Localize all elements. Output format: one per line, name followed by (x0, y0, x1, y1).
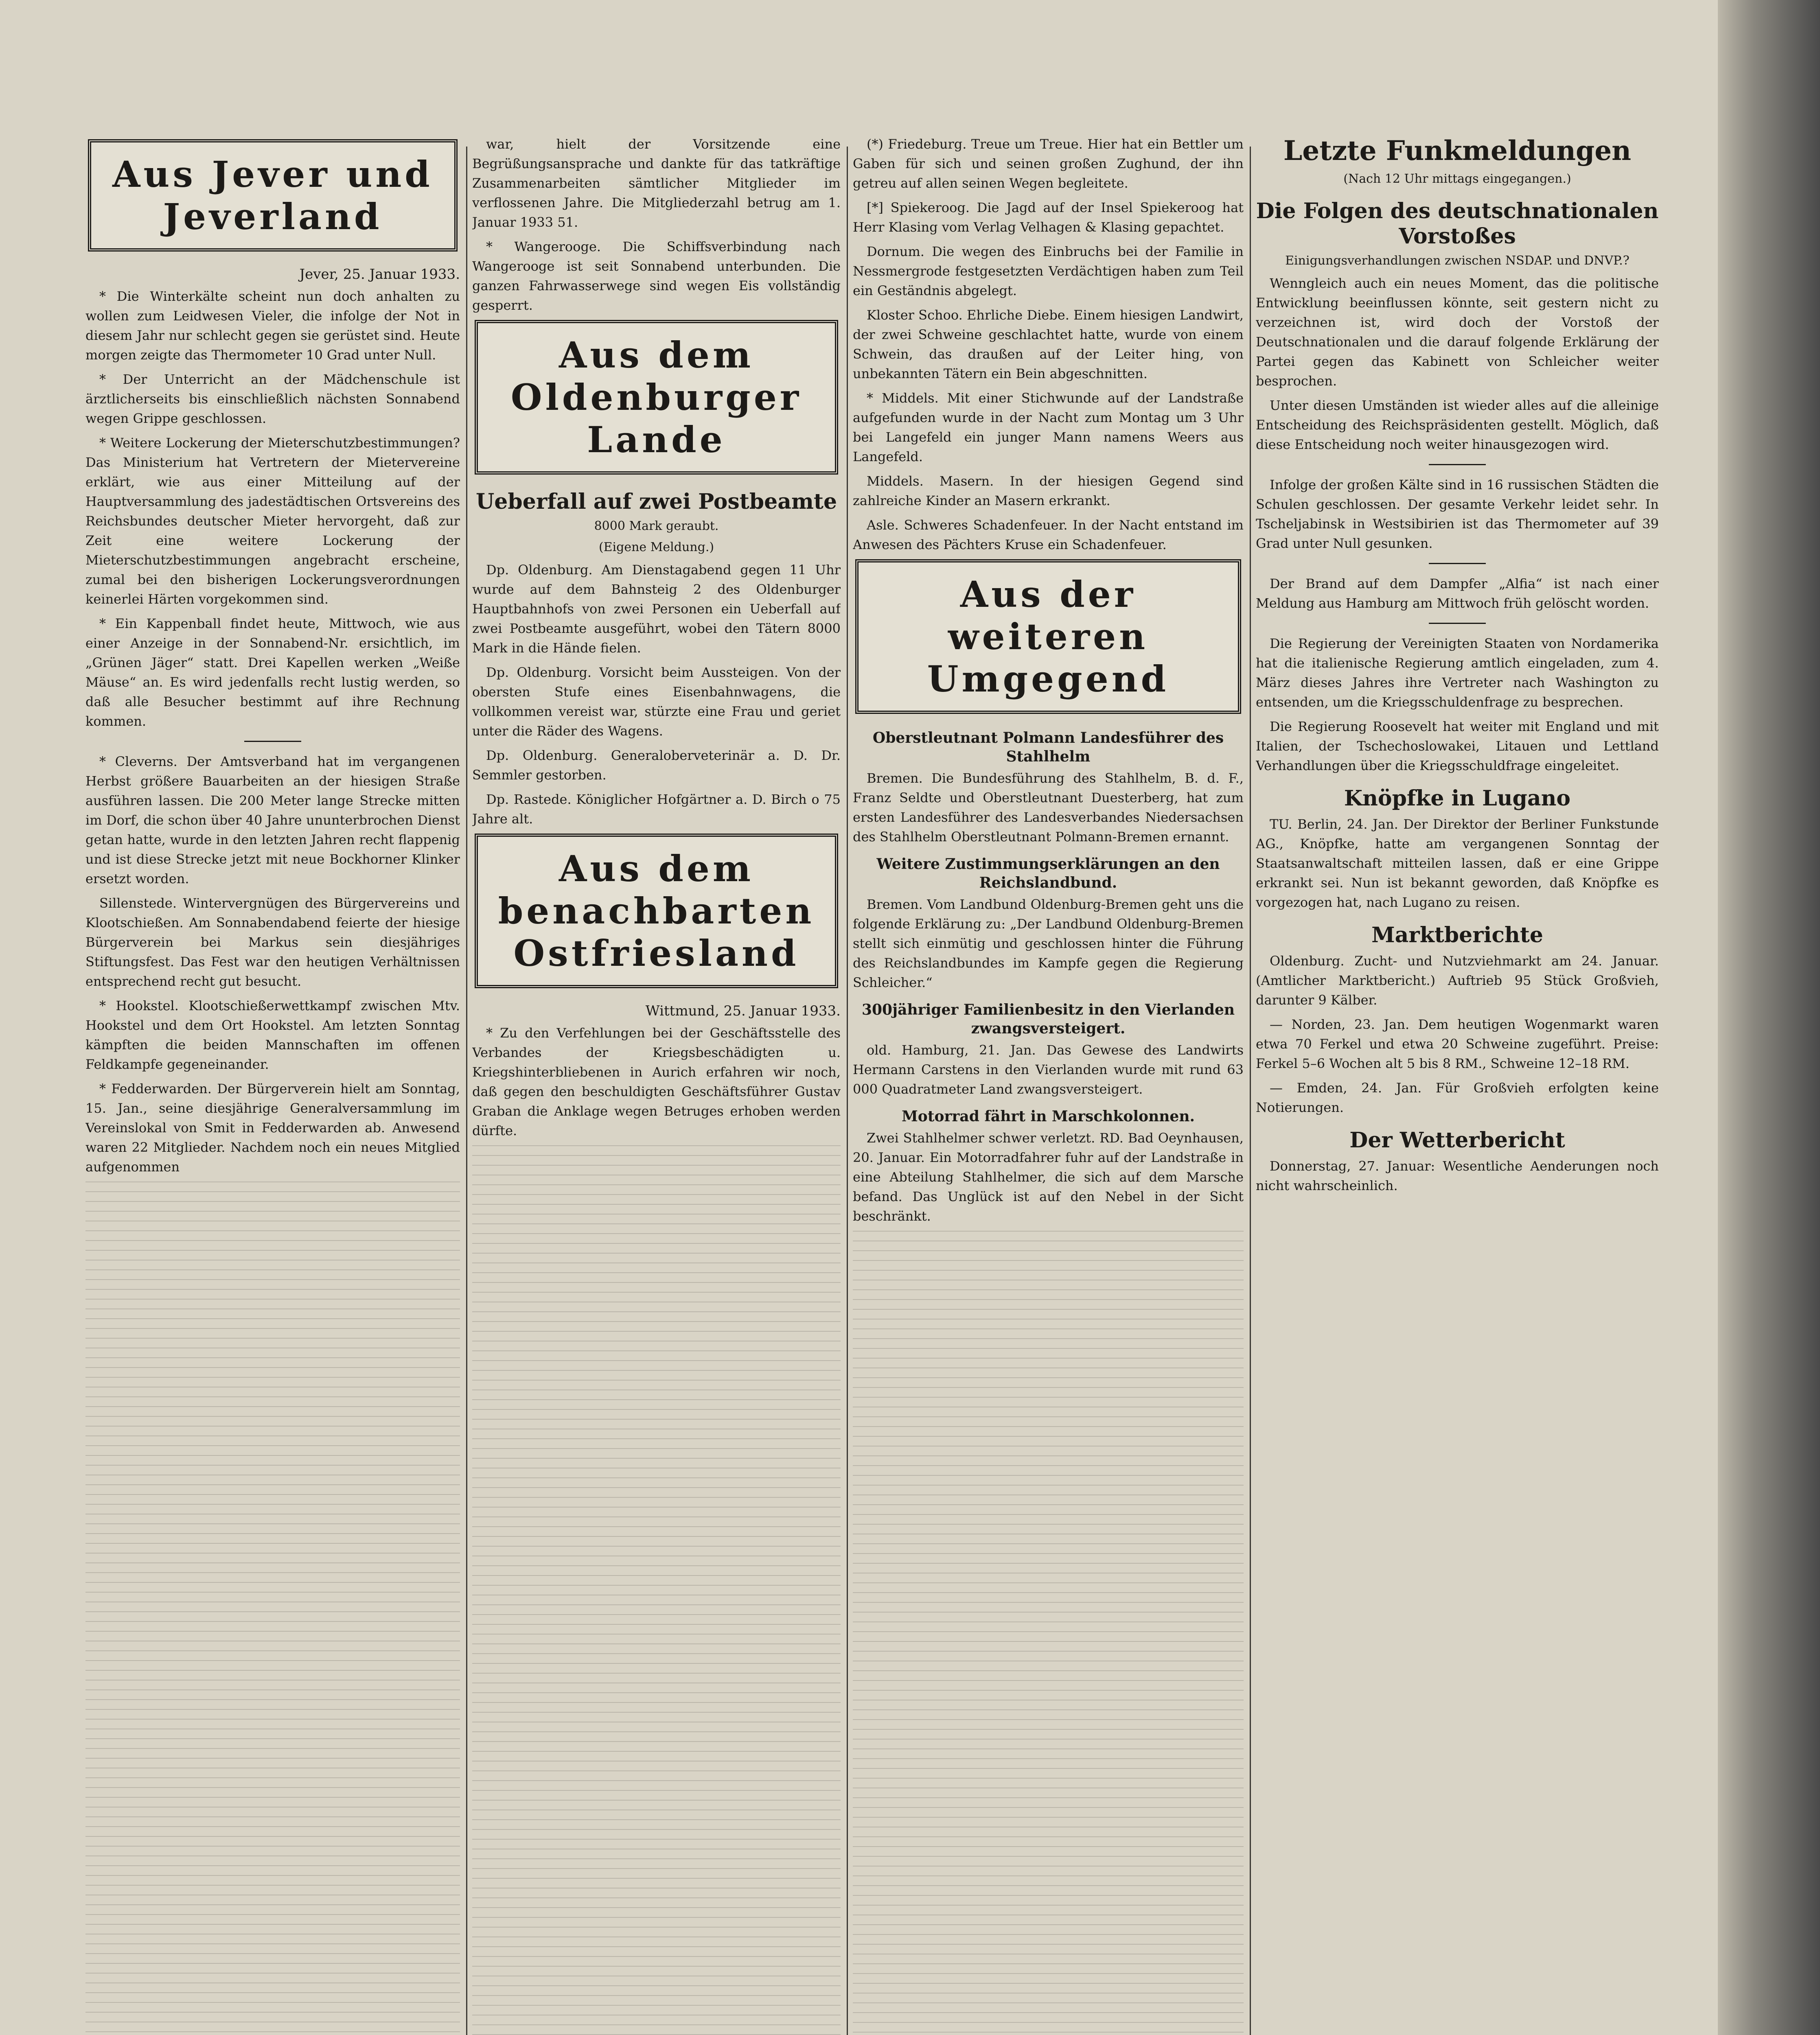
article-paragraph: * Ein Kappenball findet heute, Mittwoch, wie aus einer Anzeige in der Sonnabend-Nr. ersichtlich, im „Grünen Jäger“ statt. Drei Kapellen werken „Weiße Mäuse“ an. Es wird jedenfalls recht lustig werden, so daß alle Besucher bestimmt auf ihre Rechnung kommen. (85, 616, 460, 729)
column-rule (466, 147, 467, 2035)
column-rule (847, 147, 848, 2035)
section-title: Aus dem benachbarten Ostfriesland (498, 847, 815, 974)
article-paragraph: Die Regierung Roosevelt hat weiter mit England und mit Italien, der Tschechoslowakei, Litauen und Lettland Verhandlungen über die Kriegsschuldfrage eingeleitet. (1256, 719, 1659, 773)
section-box (88, 139, 458, 252)
section-title: Aus dem Oldenburger Lande (510, 334, 802, 461)
section-box (475, 320, 838, 475)
dateline: Wittmund, 25. Januar 1933. (645, 1003, 841, 1019)
masthead-sub: (Nach 12 Uhr mittags eingegangen.) (1343, 172, 1571, 186)
subhead: 8000 Mark geraubt. (594, 519, 719, 533)
column-ostfriesland (853, 134, 1244, 2035)
dateline: Jever, 25. Januar 1933. (299, 266, 460, 282)
article-paragraph: Wenngleich auch ein neues Moment, das die politische Entwicklung beeinflussen könnte, seit gestern nicht zu verzeichnen ist, wird doch der Vorstoß der Deutschnationalen und die darauf folgende Erklärung der Partei gegen das Kabinett von Schleicher weiter besprochen. (1256, 276, 1659, 389)
text-continuation (472, 1145, 841, 2035)
section-box (855, 559, 1241, 714)
article-paragraph: * Wangerooge. Die Schiffsverbindung nach Wangerooge ist seit Sonnabend unterbunden. Die ganzen Fahrwasserwege sind wegen Eis vollständig gesperrt. (472, 239, 841, 313)
column-jever (85, 134, 460, 2035)
headline: Marktberichte (1371, 923, 1543, 947)
headline: Weitere Zustimmungserklärungen an den Reichslandbund. (876, 856, 1220, 891)
article-paragraph: * Cleverns. Der Amtsverband hat im vergangenen Herbst größere Bauarbeiten an der hiesigen Straße ausführen lassen. Die 200 Meter lange Strecke mitten im Dorf, die schon über 40 Jahre ununterbrochen Dienst getan hatte, wurde in den letzten Jahren recht flappenig und ist diese Strecke jetzt mit neue Bockhorner Klinker ersetzt worden. (85, 754, 460, 886)
article-paragraph: * Zu den Verfehlungen bei der Geschäftsstelle des Verbandes der Kriegsbeschädigten u. Kriegshinterbliebenen in Aurich erfahren wir noch, daß gegen den beschuldigten Geschäftsführer Gustav Graban die Anklage wegen Betruges erhoben werden dürfte. (472, 1025, 841, 1138)
subhead: Einigungsverhandlungen zwischen NSDAP. und DNVP.? (1285, 254, 1629, 268)
article-paragraph: Unter diesen Umständen ist wieder alles auf die alleinige Entscheidung des Reichspräsidenten gestellt. Möglich, daß diese Entscheidung noch weiter hinausgezogen wird. (1256, 398, 1659, 452)
separator (1429, 623, 1486, 624)
article-paragraph: Infolge der großen Kälte sind in 16 russischen Städten die Schulen geschlossen. Der gesamte Verkehr leidet sehr. In Tscheljabinsk in Westsibirien ist das Thermometer auf 39 Grad unter Null gesunken. (1256, 477, 1659, 551)
headline: Knöpfke in Lugano (1344, 786, 1571, 811)
text-continuation (853, 1231, 1244, 2035)
article-paragraph: Bremen. Vom Landbund Oldenburg-Bremen geht uns die folgende Erklärung zu: „Der Landbund Oldenburg-Bremen stellt sich einmütig und geschlossen hinter die Führung des Reichslandbundes im Kampfe gegen die Regierung Schleicher.“ (853, 897, 1244, 990)
headline: Der Wetterbericht (1349, 1128, 1565, 1153)
headline: Ueberfall auf zwei Postbeamte (475, 489, 837, 514)
column-funkmeldungen (1256, 134, 1659, 2035)
article-paragraph: TU. Berlin, 24. Jan. Der Direktor der Berliner Funkstunde AG., Knöpfke, hatte am vergangenen Sonntag der Staatsanwaltschaft mitteilen lassen, daß er eine Grippe erkrankt sei. Nun ist bekannt geworden, daß Knöpfke es vorgezogen hat, nach Lugano zu reisen. (1256, 816, 1659, 910)
article-paragraph: Dp. Rastede. Königlicher Hofgärtner a. D. Birch o 75 Jahre alt. (472, 792, 841, 827)
separator (244, 741, 301, 742)
article-paragraph: Bremen. Die Bundesführung des Stahlhelm, B. d. F., Franz Seldte und Oberstleutnant Duesterberg, hat zum ersten Landesführer des Landesverbandes Niedersachsen des Stahlhelm Oberstleutnant Polmann-Bremen ernannt. (853, 770, 1244, 845)
article-paragraph: Dp. Oldenburg. Vorsicht beim Aussteigen. Von der obersten Stufe eines Eisenbahnwagens, die vollkommen vereist war, stürzte eine Frau und geriet unter die Räder des Wagens. (472, 665, 841, 739)
article-paragraph: * Fedderwarden. Der Bürgerverein hielt am Sonntag, 15. Jan., seine diesjährige Generalversammlung im Vereinslokal von Smit in Fedderwarden ab. Anwesend waren 22 Mitglieder. Nachdem noch ein neues Mitglied aufgenommen (85, 1081, 460, 1175)
note: (Eigene Meldung.) (598, 540, 714, 554)
article-paragraph: — Norden, 23. Jan. Dem heutigen Wogenmarkt waren etwa 70 Ferkel und etwa 20 Schweine zugeführt. Preise: Ferkel 5–6 Wochen alt 5 bis 8 RM., Schweine 12–18 RM. (1256, 1017, 1659, 1071)
article-paragraph: old. Hamburg, 21. Jan. Das Gewese des Landwirts Hermann Carstens in den Vierlanden wurde mit rund 63 000 Quadratmeter Land zwangsversteigert. (853, 1042, 1244, 1097)
text-continuation (85, 1182, 460, 2035)
article-paragraph: Kloster Schoo. Ehrliche Diebe. Einem hiesigen Landwirt, der zwei Schweine geschlachtet hatte, wurde von einem Schwein, das draußen auf der Leiter hing, von unbekannten Tätern ein Bein abgeschnitten. (853, 307, 1244, 381)
column-rule (1250, 147, 1251, 2035)
headline: Die Folgen des deutschnationalen Vorstoßes (1256, 199, 1659, 249)
article-paragraph: Asle. Schweres Schadenfeuer. In der Nacht entstand im Anwesen des Pächters Kruse ein Schadenfeuer. (853, 517, 1244, 552)
column-oldenburg (472, 134, 841, 2035)
headline: Motorrad fährt in Marschkolonnen. (901, 1108, 1195, 1125)
article-paragraph: * Die Winterkälte scheint nun doch anhalten zu wollen zum Leidwesen Vieler, die infolge der Not in diesem Jahr nur schlecht gegen sie gerüstet sind. Heute morgen zeigte das Thermometer 10 Grad unter Null. (85, 289, 460, 363)
article-paragraph: * Weitere Lockerung der Mieterschutzbestimmungen? Das Ministerium hat Vertretern der Mietervereine erklärt, wie aus einer Mitteilung auf der Hauptversammlung des jadestädtischen Ortsvereins des Reichsbundes deutscher Mieter hervorgeht, daß zur Zeit eine weitere Lockerung der Mieterschutzbestimmungen angebracht erscheine, zumal bei den bisherigen Lockerungsverordnungen keinerlei Härten vorgekommen sind. (85, 435, 460, 607)
article-paragraph: Middels. Masern. In der hiesigen Gegend sind zahlreiche Kinder an Masern erkrankt. (853, 473, 1244, 508)
article-paragraph: * Middels. Mit einer Stichwunde auf der Landstraße aufgefunden wurde in der Nacht zum Montag um 3 Uhr bei Langefeld ein junger Mann namens Weers aus Langefeld. (853, 390, 1244, 464)
article-paragraph: (*) Friedeburg. Treue um Treue. Hier hat ein Bettler um Gaben für sich und seinen großen Zughund, der ihn getreu auf allen seinen Wegen begleitete. (853, 136, 1244, 191)
headline: Oberstleutnant Polmann Landesführer des Stahlhelm (872, 729, 1224, 765)
article-paragraph: Oldenburg. Zucht- und Nutzviehmarkt am 24. Januar. (Amtlicher Marktbericht.) Auftrieb 95 Stück Großvieh, darunter 9 Kälber. (1256, 953, 1659, 1008)
article-paragraph: war, hielt der Vorsitzende eine Begrüßungsansprache und dankte für das tatkräftige Zusammenarbeiten sämtlicher Mitglieder im verflossenen Jahre. Die Mitgliederzahl betrug am 1. Januar 1933 51. (472, 136, 841, 230)
article-paragraph: Donnerstag, 27. Januar: Wesentliche Aenderungen noch nicht wahrscheinlich. (1256, 1158, 1659, 1193)
article-paragraph: [*] Spiekeroog. Die Jagd auf der Insel Spiekeroog hat Herr Klasing vom Verlag Velhagen & Klasing gepachtet. (853, 200, 1244, 235)
article-paragraph: Der Brand auf dem Dampfer „Alfia“ ist nach einer Meldung aus Hamburg am Mittwoch früh gelöscht worden. (1256, 576, 1659, 611)
article-paragraph: Dornum. Die wegen des Einbruchs bei der Familie in Nessmergrode festgesetzten Verdächtigen haben zum Teil ein Geständnis abgelegt. (853, 244, 1244, 298)
article-paragraph: * Hookstel. Klootschießerwettkampf zwischen Mtv. Hookstel und dem Ort Hookstel. Am letzten Sonntag kämpften die beiden Mannschaften im offenen Feldkampfe gegeneinander. (85, 998, 460, 1072)
page-edge (1718, 0, 1820, 2035)
article-paragraph: Sillenstede. Wintervergnügen des Bürgervereins und Klootschießen. Am Sonnabendabend feierte der hiesige Bürgerverein bei Markus sein diesjähriges Stiftungsfest. Das Fest war den heutigen Verhältnissen entsprechend recht gut besucht. (85, 895, 460, 989)
section-title: Aus Jever und Jeverland (112, 153, 433, 238)
article-paragraph: Dp. Oldenburg. Am Dienstagabend gegen 11 Uhr wurde auf dem Bahnsteig 2 des Oldenburger Hauptbahnhofs von zwei Personen ein Ueberfall auf zwei Postbeamte ausgeführt, wobei den Tätern 8000 Mark in die Hände fielen. (472, 562, 841, 656)
article-paragraph: — Emden, 24. Jan. Für Großvieh erfolgten keine Notierungen. (1256, 1080, 1659, 1115)
article-paragraph: * Der Unterricht an der Mädchenschule ist ärztlicherseits bis einschließlich nächsten Sonnabend wegen Grippe geschlossen. (85, 372, 460, 426)
headline: 300jähriger Familienbesitz in den Vierlanden zwangsversteigert. (861, 1001, 1235, 1037)
article-paragraph: Dp. Oldenburg. Generaloberveterinär a. D. Dr. Semmler gestorben. (472, 748, 841, 783)
separator (1429, 464, 1486, 465)
article-paragraph: Zwei Stahlhelmer schwer verletzt. RD. Bad Oeynhausen, 20. Januar. Ein Motorradfahrer fuhr auf der Landstraße in eine Abteilung Stahlhelmer, die sich auf dem Marsche befand. Das Unglück ist auf den Nebel in der Sicht beschränkt. (853, 1130, 1244, 1224)
article-paragraph: Die Regierung der Vereinigten Staaten von Nordamerika hat die italienische Regierung amtlich eingeladen, zum 4. März dieses Jahres ihre Vertreter nach Washington zu entsenden, um die Kriegsschuldenfrage zu besprechen. (1256, 636, 1659, 710)
separator (1429, 563, 1486, 564)
section-title: Aus der weiteren Umgegend (927, 573, 1170, 700)
masthead: Letzte Funkmeldungen (1283, 135, 1632, 166)
section-box (475, 834, 838, 988)
